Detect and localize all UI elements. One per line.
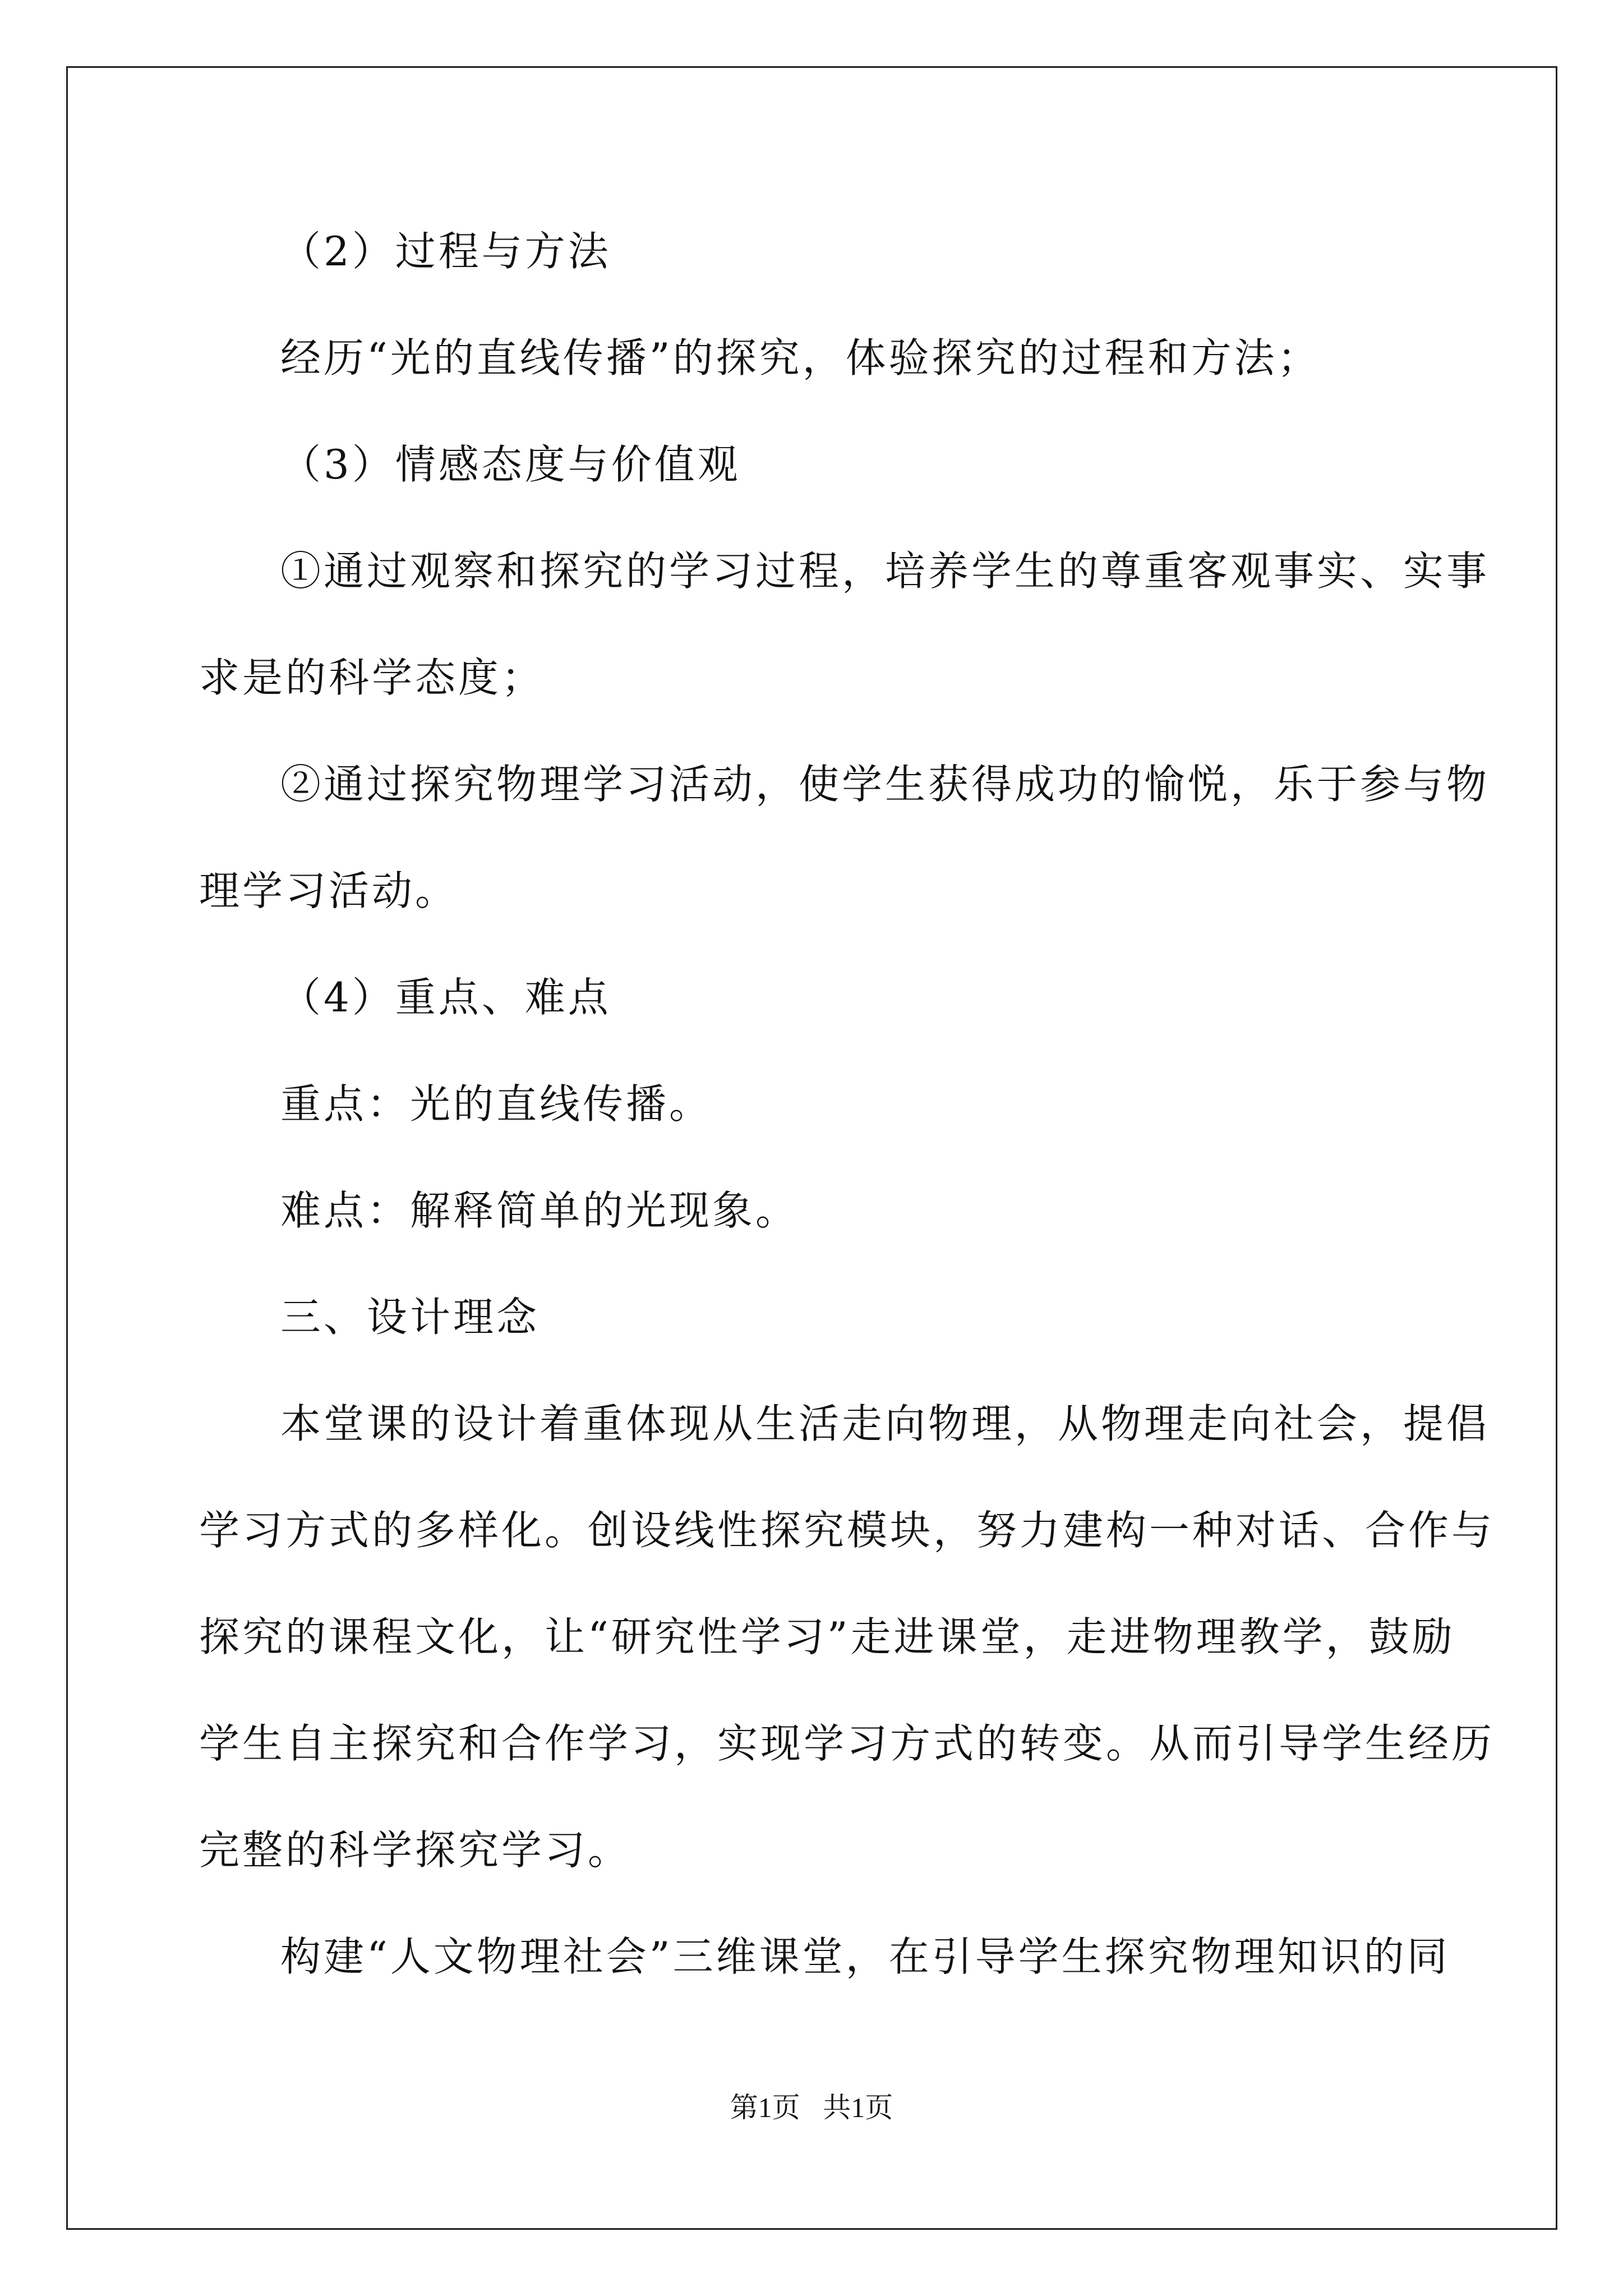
paragraph-line: ②通过探究物理学习活动，使学生获得成功的愉悦，乐于参与物 — [280, 761, 1490, 808]
subheading-attitude-values: （3）情感态度与价值观 — [280, 441, 741, 488]
subheading-key-points: （4）重点、难点 — [280, 974, 611, 1021]
paragraph-line: 探究的课程文化，让“研究性学习”走进课堂，走进物理教学，鼓励 — [199, 1613, 1455, 1660]
page-footer — [0, 2091, 1623, 2124]
paragraph-line: ①通过观察和探究的学习过程，培养学生的尊重客观事实、实事 — [280, 547, 1490, 595]
paragraph-line: 本堂课的设计着重体现从生活走向物理，从物理走向社会，提倡 — [280, 1400, 1490, 1447]
paragraph-line: 求是的科学态度； — [199, 654, 545, 701]
page-number: 第1页 — [730, 2092, 800, 2123]
page-border — [66, 66, 1557, 2230]
paragraph-line: 难点：解释简单的光现象。 — [280, 1187, 799, 1234]
paragraph-line: 构建“人文物理社会”三维课堂，在引导学生探究物理知识的同 — [280, 1933, 1450, 1980]
paragraph-line: 理学习活动。 — [199, 867, 459, 914]
subheading-process-method: （2）过程与方法 — [280, 228, 611, 275]
paragraph-line: 经历“光的直线传播”的探究，体验探究的过程和方法； — [280, 334, 1321, 381]
paragraph-line: 学习方式的多样化。创设线性探究模块，努力建构一种对话、合作与 — [199, 1507, 1495, 1554]
page-total: 共1页 — [823, 2092, 893, 2123]
paragraph-line: 重点：光的直线传播。 — [280, 1080, 713, 1128]
section-heading-design-concept: 三、设计理念 — [280, 1294, 540, 1341]
paragraph-line: 学生自主探究和合作学习，实现学习方式的转变。从而引导学生经历 — [199, 1720, 1495, 1767]
paragraph-line: 完整的科学探究学习。 — [199, 1826, 631, 1874]
